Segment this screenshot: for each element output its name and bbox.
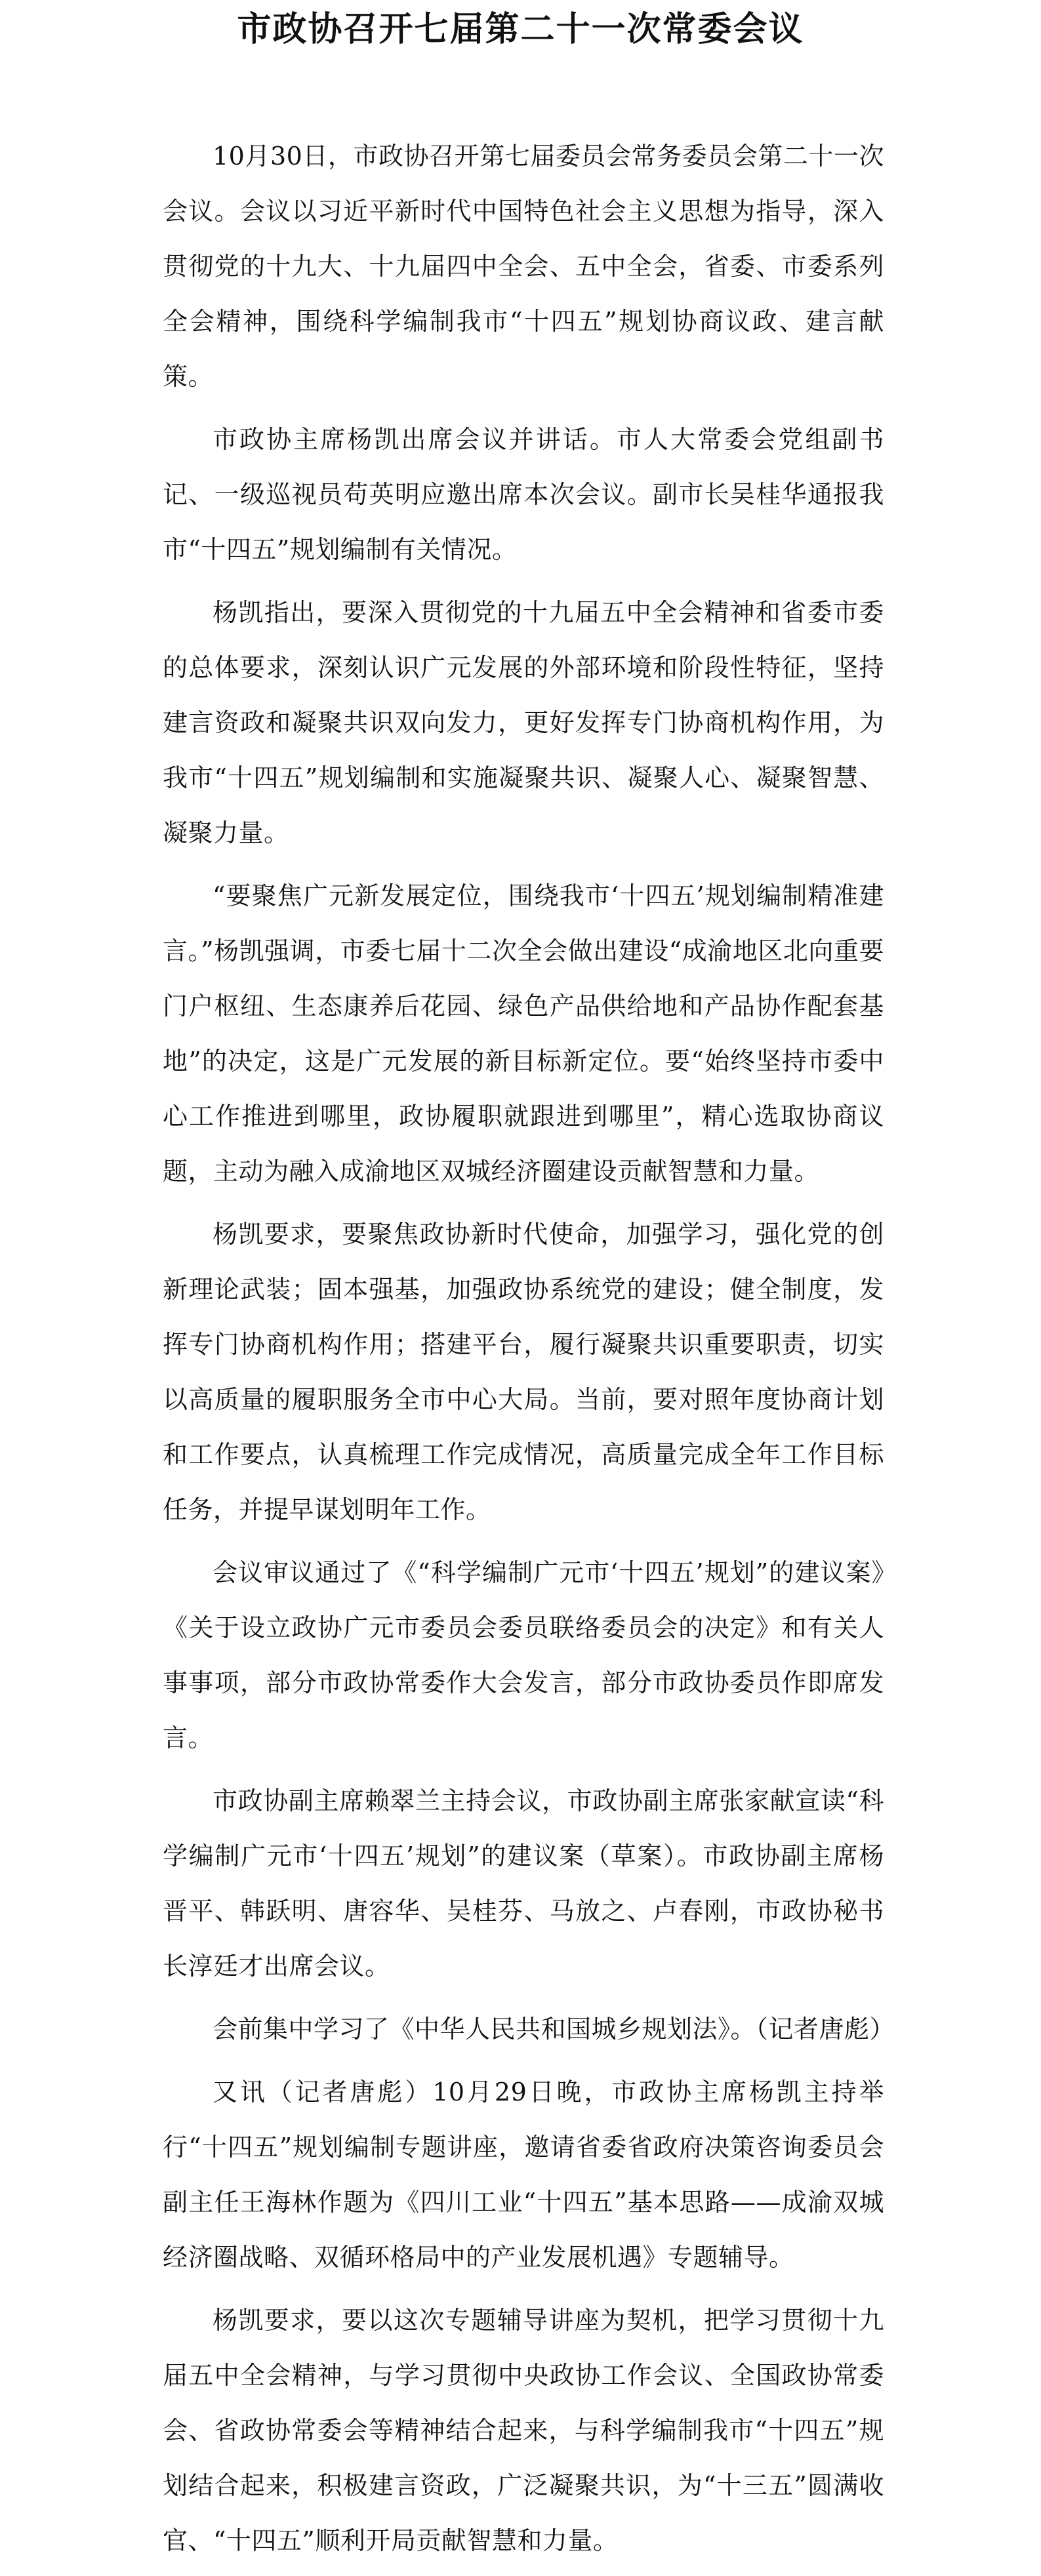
article-paragraph: 又讯（记者唐彪）10月29日晚，市政协主席杨凯主持举行“十四五”规划编制专题讲座，邀请省委省政府决策咨询委员会副主任王海林作题为《四川工业“十四五”基本思路——成渝双城经济圈战略、双循环格局中的产业发展机遇》专题辅导。 xyxy=(163,2078,884,2272)
article-paragraph: 会前集中学习了《中华人民共和国城乡规划法》。（记者唐彪） xyxy=(213,2015,895,2043)
article-paragraph: 杨凯指出，要深入贯彻党的十九届五中全会精神和省委市委的总体要求，深刻认识广元发展的外部环境和阶段性特征，坚持建言资政和凝聚共识双向发力，更好发挥专门协商机构作用，为我市“十四五”规划编制和实施凝聚共识、凝聚人心、凝聚智慧、凝聚力量。 xyxy=(163,598,884,847)
article-paragraph: 市政协副主席赖翠兰主持会议，市政协副主席张家献宣读“科学编制广元市‘十四五’规划”的建议案（草案）。市政协副主席杨晋平、韩跃明、唐容华、吴桂芬、马放之、卢春刚，市政协秘书长淳廷才出席会议。 xyxy=(163,1786,884,1981)
article-paragraph: 10月30日，市政协召开第七届委员会常务委员会第二十一次会议。会议以习近平新时代中国特色社会主义思想为指导，深入贯彻党的十九大、十九届四中全会、五中全会，省委、市委系列全会精神，围绕科学编制我市“十四五”规划协商议政、建言献策。 xyxy=(163,142,884,391)
article-title: 市政协召开七届第二十一次常委会议 xyxy=(237,9,804,49)
article-paragraph: 会议审议通过了《“科学编制广元市‘十四五’规划”的建议案》《关于设立政协广元市委员会委员联络委员会的决定》和有关人事事项，部分市政协常委作大会发言，部分市政协委员作即席发言。 xyxy=(163,1558,884,1752)
article-paragraph: 市政协主席杨凯出席会议并讲话。市人大常委会党组副书记、一级巡视员苟英明应邀出席本次会议。副市长吴桂华通报我市“十四五”规划编制有关情况。 xyxy=(163,425,884,564)
article-paragraph: 杨凯要求，要聚焦政协新时代使命，加强学习，强化党的创新理论武装；固本强基，加强政协系统党的建设；健全制度，发挥专门协商机构作用；搭建平台，履行凝聚共识重要职责，切实以高质量的履职服务全市中心大局。当前，要对照年度协商计划和工作要点，认真梳理工作完成情况，高质量完成全年工作目标任务，并提早谋划明年工作。 xyxy=(163,1220,884,1524)
article-body xyxy=(163,129,895,2576)
article-paragraph: “要聚焦广元新发展定位，围绕我市‘十四五’规划编制精准建言。”杨凯强调，市委七届十二次全会做出建设“成渝地区北向重要门户枢纽、生态康养后花园、绿色产品供给地和产品协作配套基地”的决定，这是广元发展的新目标新定位。要“始终坚持市委中心工作推进到哪里，政协履职就跟进到哪里”，精心选取协商议题，主动为融入成渝地区双城经济圈建设贡献智慧和力量。 xyxy=(163,881,884,1186)
article-paragraph: 杨凯要求，要以这次专题辅导讲座为契机，把学习贯彻十九届五中全会精神，与学习贯彻中央政协工作会议、全国政协常委会、省政协常委会等精神结合起来，与科学编制我市“十四五”规划结合起来，积极建言资政，广泛凝聚共识，为“十三五”圆满收官、“十四五”顺利开局贡献智慧和力量。 xyxy=(163,2306,884,2555)
